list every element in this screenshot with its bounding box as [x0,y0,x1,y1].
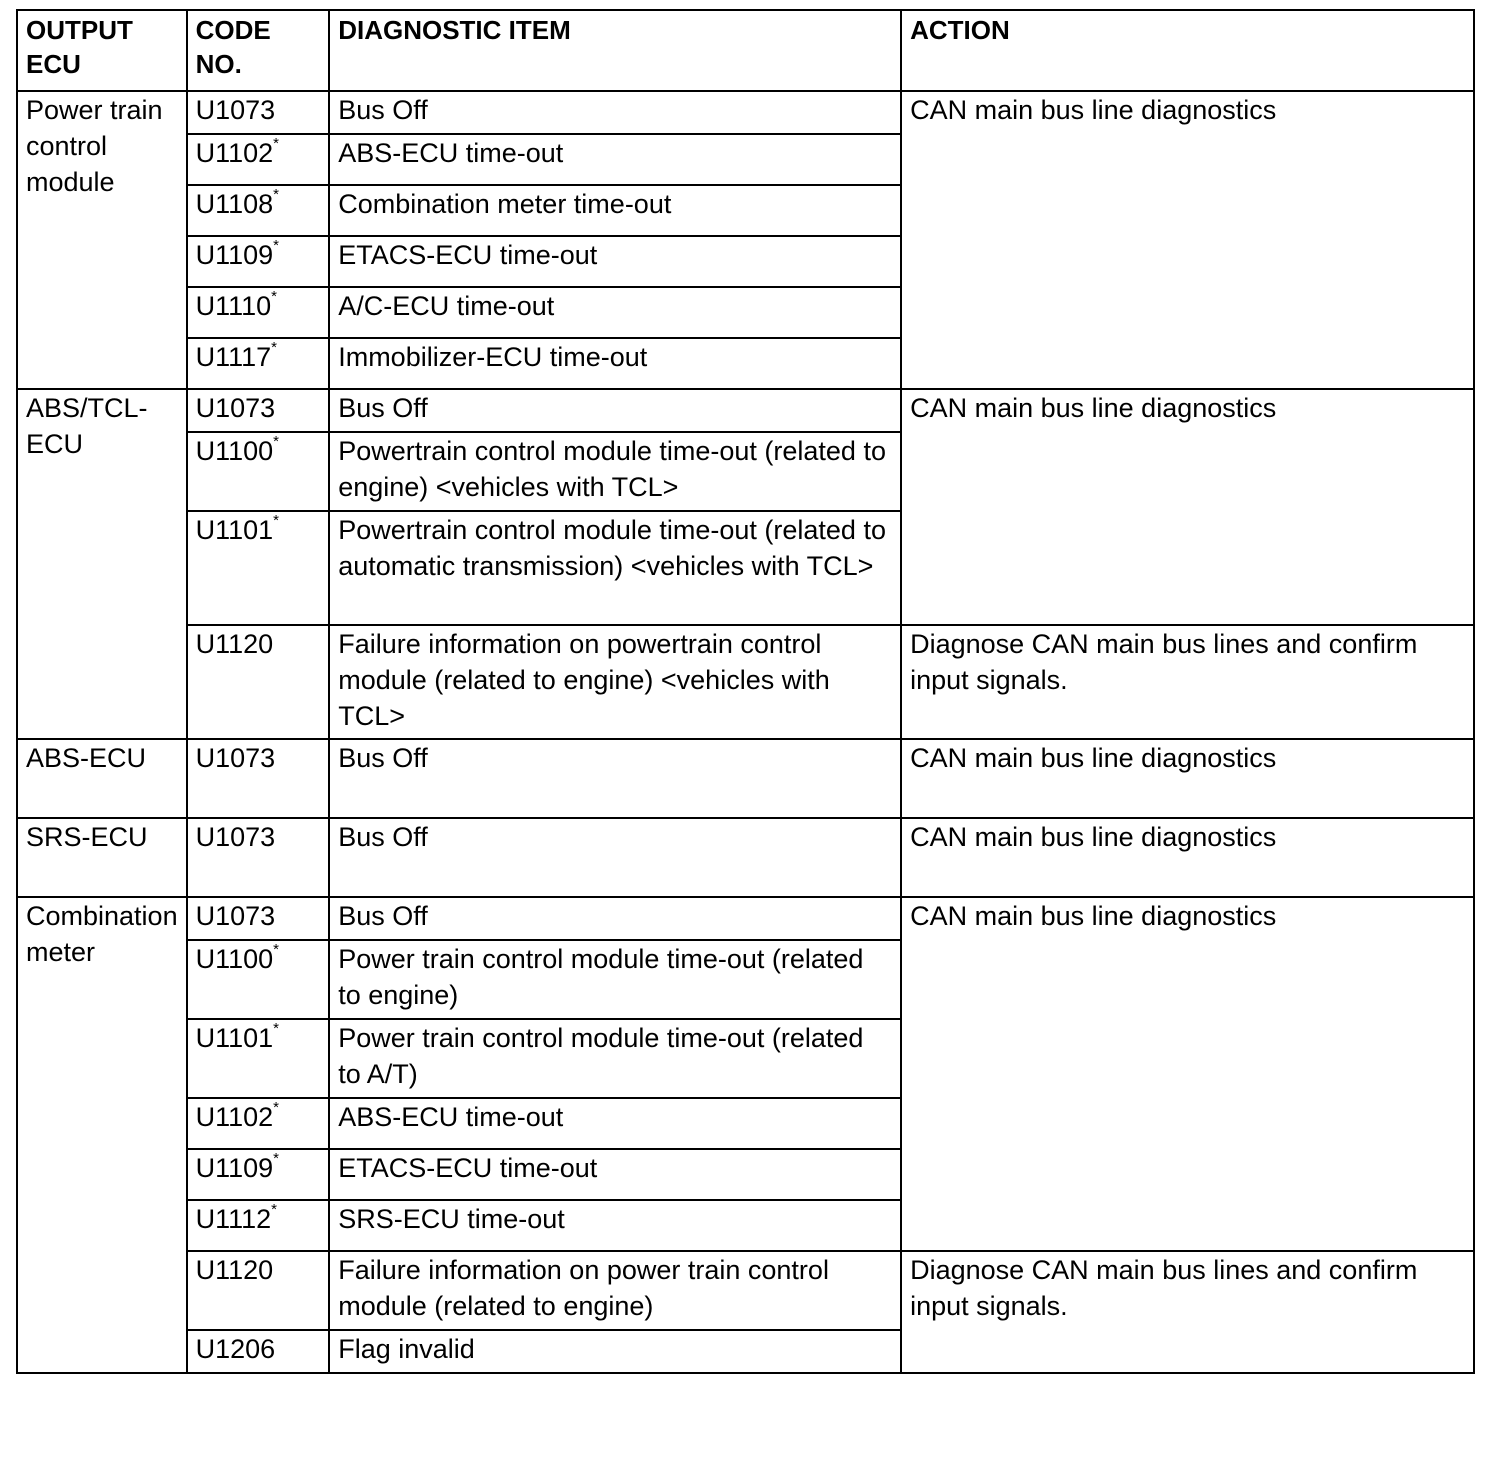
code-cell [187,185,330,236]
action-cell: CAN main bus line diagnostics [901,739,1474,818]
diagnostic-item-cell: ABS-ECU time-out [329,134,901,185]
table-row [17,739,1474,818]
code-text: U1109 [195,1153,274,1183]
table-row [17,818,1474,897]
diagnostic-item-cell: ABS-ECU time-out [329,1098,901,1149]
code-cell [187,134,330,185]
code-cell [187,389,330,432]
table-row [17,91,1474,134]
diagnostic-item-cell: Power train control module time-out (related to A/T) [329,1019,901,1098]
code-cell [187,1019,330,1098]
output-ecu-cell: SRS-ECU [17,818,187,897]
output-ecu-cell: Power train control module [17,91,187,389]
footnote-mark: * [273,433,279,450]
footnote-mark: * [273,1020,279,1037]
action-cell: Diagnose CAN main bus lines and confirm input signals. [901,1251,1474,1373]
code-text: U1100 [195,944,274,974]
code-text: U1073 [195,95,276,125]
code-text: U1073 [195,822,276,852]
diagnostic-item-cell: Combination meter time-out [329,185,901,236]
code-cell [187,940,330,1019]
header-action: ACTION [901,10,1474,91]
footnote-mark: * [271,1201,277,1218]
code-text: U1120 [195,629,274,659]
table-row [17,897,1474,940]
code-text: U1100 [195,436,274,466]
diagnostic-item-cell: Failure information on powertrain control module (related to engine) <vehicles with TCL> [329,625,901,739]
action-cell: CAN main bus line diagnostics [901,897,1474,1251]
footnote-mark: * [273,512,279,529]
code-text: U1102 [195,138,274,168]
diagnostic-item-cell: Power train control module time-out (related to engine) [329,940,901,1019]
diagnostic-item-cell: Failure information on power train control module (related to engine) [329,1251,901,1330]
code-text: U1206 [195,1334,276,1364]
diagnostic-item-cell: Bus Off [329,897,901,940]
code-text: U1073 [195,901,276,931]
diagnostic-item-cell: ETACS-ECU time-out [329,1149,901,1200]
code-cell [187,511,330,625]
code-cell [187,338,330,389]
diagnostic-item-cell: Bus Off [329,389,901,432]
header-code-no: CODE NO. [187,10,330,91]
footnote-mark: * [273,1150,279,1167]
diagnostic-item-cell: Immobilizer-ECU time-out [329,338,901,389]
code-text: U1073 [195,393,276,423]
code-text: U1073 [195,743,276,773]
action-cell: Diagnose CAN main bus lines and confirm input signals. [901,625,1474,739]
code-cell [187,739,330,818]
diagnostic-item-cell: Powertrain control module time-out (related to automatic transmission) <vehicles with TCL> [329,511,901,625]
code-text: U1101 [195,1023,274,1053]
action-cell: CAN main bus line diagnostics [901,389,1474,625]
code-cell [187,432,330,511]
header-output-ecu: OUTPUT ECU [17,10,187,91]
diagnostic-item-cell: Flag invalid [329,1330,901,1373]
action-cell: CAN main bus line diagnostics [901,91,1474,389]
diagnostic-item-cell: Bus Off [329,91,901,134]
diagnostic-item-cell: Powertrain control module time-out (related to engine) <vehicles with TCL> [329,432,901,511]
table-row [17,625,1474,739]
code-text: U1108 [195,189,274,219]
diagnostic-code-table [16,9,1475,1374]
header-row [17,10,1474,91]
diagnostic-item-cell: SRS-ECU time-out [329,1200,901,1251]
code-cell [187,91,330,134]
footnote-mark: * [271,288,277,305]
code-text: U1101 [195,515,274,545]
diagnostic-item-cell: Bus Off [329,818,901,897]
code-cell [187,236,330,287]
footnote-mark: * [273,237,279,254]
code-cell [187,1330,330,1373]
footnote-mark: * [271,339,277,356]
table-row [17,1251,1474,1330]
action-cell: CAN main bus line diagnostics [901,818,1474,897]
header-diagnostic-item: DIAGNOSTIC ITEM [329,10,901,91]
code-text: U1110 [195,291,272,321]
code-text: U1102 [195,1102,274,1132]
code-cell [187,1200,330,1251]
footnote-mark: * [273,186,279,203]
diagnostic-item-cell: ETACS-ECU time-out [329,236,901,287]
code-cell [187,818,330,897]
diagnostic-item-cell: A/C-ECU time-out [329,287,901,338]
diagnostic-item-cell: Bus Off [329,739,901,818]
code-cell [187,1149,330,1200]
output-ecu-cell: ABS/TCL-ECU [17,389,187,739]
table-row [17,389,1474,432]
code-text: U1120 [195,1255,274,1285]
output-ecu-cell: ABS-ECU [17,739,187,818]
code-text: U1117 [195,342,272,372]
code-cell [187,1098,330,1149]
code-cell [187,897,330,940]
output-ecu-cell: Combination meter [17,897,187,1373]
code-cell [187,1251,330,1330]
code-text: U1109 [195,240,274,270]
code-text: U1112 [195,1204,272,1234]
footnote-mark: * [273,1099,279,1116]
code-cell [187,287,330,338]
footnote-mark: * [273,941,279,958]
footnote-mark: * [273,135,279,152]
code-cell [187,625,330,739]
